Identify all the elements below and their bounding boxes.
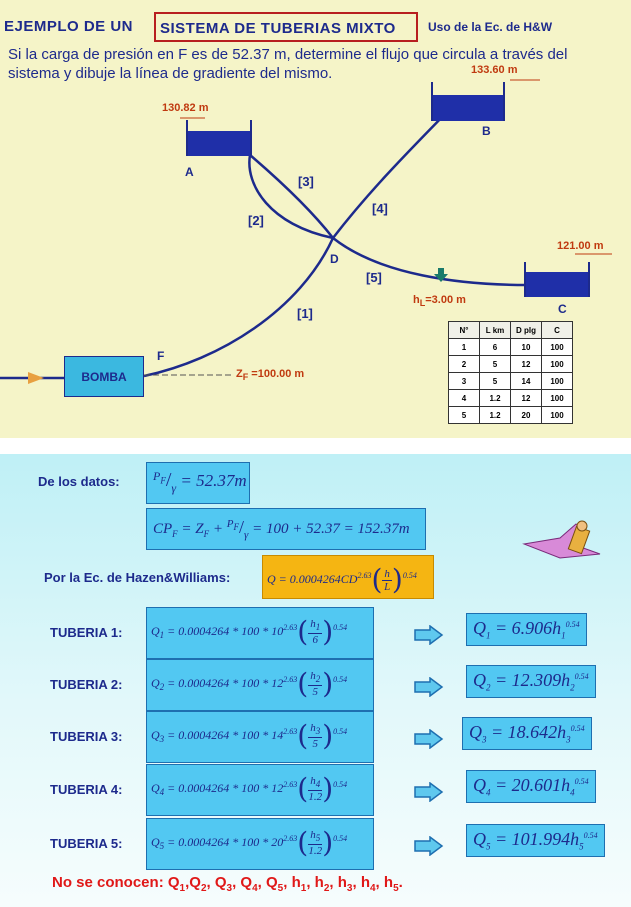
unknown-variable: $h_2$, <box>314 874 338 894</box>
title-prefix: EJEMPLO DE UN <box>4 18 134 35</box>
pipe-flow-result: $Q_3 = 18.642h_3^{0.54}$ <box>462 717 592 750</box>
pipe-flow-result: $Q_5 = 101.994h_5^{0.54}$ <box>466 824 605 857</box>
table-row <box>449 356 573 373</box>
pipe-5 <box>333 238 527 285</box>
pipe-flow-result: $Q_4 = 20.601h_4^{0.54}$ <box>466 770 596 803</box>
pipe-row-label: TUBERIA 2: <box>50 677 123 692</box>
table-row <box>449 373 573 390</box>
solution-slide <box>0 454 631 907</box>
right-arrow-icon <box>414 625 444 645</box>
table-cell: 10 <box>511 339 542 356</box>
table-cell: 12 <box>511 390 542 407</box>
table-row <box>449 339 573 356</box>
zf-label: $Z_F =100.00$ m <box>236 368 305 383</box>
table-header-cell: D plg <box>511 322 542 339</box>
table-cell: 1 <box>449 339 480 356</box>
table-header-cell: L km <box>480 322 511 339</box>
pipe-5-label: [5] <box>366 270 382 285</box>
table-cell: 5 <box>480 356 511 373</box>
right-arrow-icon <box>414 836 444 856</box>
pipe-4-label: [4] <box>372 201 388 216</box>
pipe-flow-equation: $Q_3 = 0.0004264 * 100 * 14^{2.63}$( $\frac{h_3}{5}$ )$^{0.54}$ <box>146 711 374 763</box>
hazen-williams-label: Por la Ec. de Hazen&Williams: <box>44 570 231 585</box>
node-D-label: D <box>330 252 339 266</box>
unknowns-line: No se conocen: $Q_1,Q_2$, $Q_3$, $Q_4$, $Q_5$, $h_1$, $h_2$, $h_3$, $h_4$, $h_5$. <box>52 874 403 894</box>
pump-bomba: BOMBA <box>64 356 144 397</box>
pipe-data-table <box>448 321 573 424</box>
table-cell: 1.2 <box>480 390 511 407</box>
unknown-variable: $Q_1$, <box>167 874 190 894</box>
problem-statement: Si la carga de presión en F es de 52.37 m, determine el flujo que circula a través del sistema y dibuje la línea de gradiente del mismo. <box>8 46 568 82</box>
table-cell: 100 <box>542 339 573 356</box>
pressure-equation: $P_F/\gamma = 52.37m$ <box>146 462 250 504</box>
table-cell: 2 <box>449 356 480 373</box>
table-cell: 12 <box>511 356 542 373</box>
table-header-row <box>449 322 573 339</box>
elevation-B: 133.60 m <box>471 64 518 76</box>
hazen-williams-equation: $Q = 0.0004264CD^{2.63}$( $\frac{h}{L}$ )$^{0.54}$ <box>262 555 434 599</box>
pipe-1-label: [1] <box>297 306 313 321</box>
pipe-flow-result: $Q_2 = 12.309h_2^{0.54}$ <box>466 665 596 698</box>
decorative-figure-icon <box>520 514 606 564</box>
pipe-flow-equation: $Q_1 = 0.0004264 * 100 * 10^{2.63}$( $\frac{h_1}{6}$ )$^{0.54}$ <box>146 607 374 659</box>
table-cell: 3 <box>449 373 480 390</box>
table-cell: 20 <box>511 407 542 424</box>
tank-B <box>432 80 540 121</box>
flow-arrow-icon <box>28 372 44 384</box>
table-cell: 100 <box>542 390 573 407</box>
table-cell: 1.2 <box>480 407 511 424</box>
table-cell: 100 <box>542 373 573 390</box>
table-row <box>449 407 573 424</box>
unknown-variable: $Q_4$, <box>240 874 266 894</box>
right-arrow-icon <box>414 729 444 749</box>
table-header-cell: N° <box>449 322 480 339</box>
node-C-label: C <box>558 302 567 316</box>
table-cell: 6 <box>480 339 511 356</box>
headloss-label: $h_L=3.00$ m <box>413 294 466 309</box>
tank-C <box>525 254 612 297</box>
unknown-variable: $h_5$. <box>383 874 403 894</box>
from-data-label: De los datos: <box>38 474 120 489</box>
pipe-flow-equation: $Q_2 = 0.0004264 * 100 * 12^{2.63}$( $\frac{h_2}{5}$ )$^{0.54}$ <box>146 659 374 711</box>
node-F-label: F <box>157 349 165 363</box>
table-cell: 5 <box>449 407 480 424</box>
unknown-variable: $h_3$, <box>337 874 361 894</box>
pipe-4 <box>333 112 447 238</box>
table-cell: 14 <box>511 373 542 390</box>
node-B-label: B <box>482 124 491 138</box>
right-arrow-icon <box>414 677 444 697</box>
unknown-variable: $h_1$, <box>291 874 315 894</box>
tank-A <box>180 118 251 156</box>
node-A-label: A <box>185 165 194 179</box>
unknown-variable: $h_4$, <box>360 874 384 894</box>
right-arrow-icon <box>414 782 444 802</box>
pipe-row-label: TUBERIA 1: <box>50 625 123 640</box>
elevation-C: 121.00 m <box>557 240 604 252</box>
title-boxed: SISTEMA DE TUBERIAS MIXTO <box>154 12 418 42</box>
pipe-2-label: [2] <box>248 213 264 228</box>
pipe-row-label: TUBERIA 4: <box>50 782 123 797</box>
table-cell: 4 <box>449 390 480 407</box>
unknown-variable: $Q_5$, <box>266 874 292 894</box>
unknown-variable: $Q_2$, <box>189 874 215 894</box>
table-cell: 100 <box>542 407 573 424</box>
pipe-row-label: TUBERIA 5: <box>50 836 123 851</box>
pipe-flow-equation: $Q_4 = 0.0004264 * 100 * 12^{2.63}$( $\frac{h_4}{1.2}$ )$^{0.54}$ <box>146 764 374 816</box>
problem-slide <box>0 0 631 438</box>
elevation-A: 130.82 m <box>162 102 209 114</box>
pipe-flow-result: $Q_1 = 6.906h_1^{0.54}$ <box>466 613 587 646</box>
pipe-row-label: TUBERIA 3: <box>50 729 123 744</box>
pipe-flow-equation: $Q_5 = 0.0004264 * 100 * 20^{2.63}$( $\frac{h_5}{1.2}$ )$^{0.54}$ <box>146 818 374 870</box>
unknown-variable: $Q_3$, <box>214 874 241 894</box>
table-header-cell: C <box>542 322 573 339</box>
pipe-3-label: [3] <box>298 174 314 189</box>
table-row <box>449 390 573 407</box>
title-suffix: Uso de la Ec. de H&W <box>428 20 553 34</box>
table-cell: 100 <box>542 356 573 373</box>
piezometric-equation: $CP_F = Z_F + P_F/\gamma = 100 + 52.37 = 152.37m$ <box>146 508 426 550</box>
table-cell: 5 <box>480 373 511 390</box>
